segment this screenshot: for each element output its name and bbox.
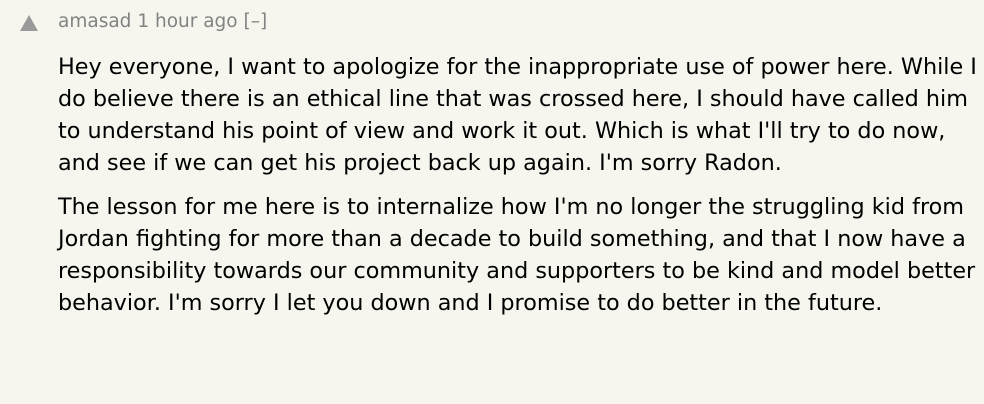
upvote-arrow-icon[interactable] [19,13,39,33]
comment-paragraph: Hey everyone, I want to apologize for the inappropriate use of power here. While I do believe there is an ethical line that was crossed here, I should have called him to understand his point of view and work it out. Which is what I'll try to do now, and see if we can get his project back up again. I'm sorry Radon. [58,54,977,176]
comment-age-link[interactable]: 1 hour ago [137,11,238,32]
comment-meta [58,7,267,37]
comment-body [58,51,978,331]
comment-paragraph: The lesson for me here is to internalize how I'm no longer the struggling kid from Jordan fighting for more than a decade to build something, and that I now have a responsibility towards our community and supporters to be kind and model better behavior. I'm sorry I let you down and I promise to do better in the future. [58,194,976,316]
collapse-toggle[interactable]: [–] [243,11,268,32]
comment-author-link[interactable]: amasad [58,11,132,32]
